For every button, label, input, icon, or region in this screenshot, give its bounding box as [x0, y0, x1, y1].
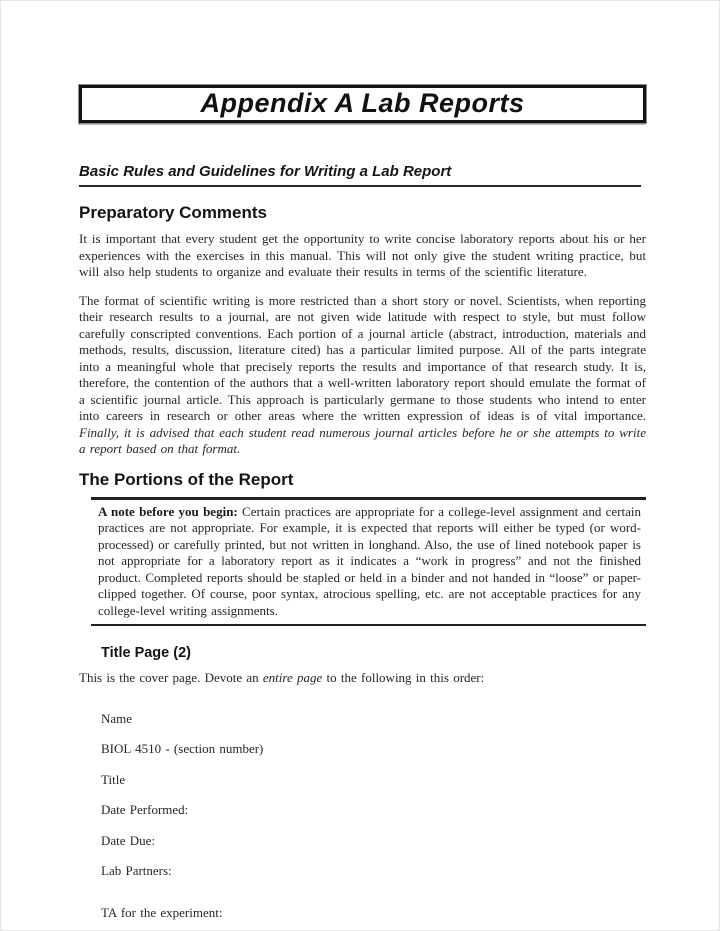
- page-title: Appendix A Lab Reports: [200, 87, 525, 118]
- list-item-date-due: Date Due:: [101, 832, 156, 848]
- intro-italic: entire page: [262, 670, 323, 685]
- heading-basic-rules: Basic Rules and Guidelines for Writing a Lab Report: [79, 163, 641, 187]
- list-item-name: Name: [101, 710, 133, 726]
- note-lead-in: A note before you begin:: [98, 503, 238, 519]
- list-item-title: Title: [101, 771, 126, 787]
- heading-portions-of-report: The Portions of the Report: [79, 469, 294, 489]
- list-item-ta: TA for the experiment:: [101, 904, 223, 920]
- intro-pre: This is the cover page. Devote an: [79, 670, 263, 685]
- heading-preparatory-comments: Preparatory Comments: [79, 203, 268, 222]
- paragraph-2-main: The format of scientific writing is more restricted than a short story or novel. Scientists, when reporting their research results to a journal, are not given wide latitude with respect to style, but must follow carefully conscripted conventions. Each portion of a journal article (abstract, introduction, materials and methods, results, discussion, literature cited) has a particular limited purpose. All of the parts integrate into a meaningful whole that precisely reports the results and importance of that research study. It is, therefore, the contention of the authors that a well-written laboratory report should emulate the format of a scientific journal article. This approach is particularly germane to those students who intend to enter into careers in research or other areas where the written expression of ideas is of vital importance.: [79, 292, 646, 423]
- heading-title-page: Title Page (2): [101, 645, 191, 661]
- paragraph-2-italic-note: Finally, it is advised that each student read numerous journal articles before he or she attempts to write a report based on that format.: [79, 424, 646, 456]
- paragraph-preparatory-1: It is important that every student get the opportunity to write concise laboratory reports about his or her experiences with the exercises in this manual. This will not only give the student writing practice, but will also help students to organize and evaluate their results in terms of the scientific literature.: [79, 231, 646, 279]
- note-box: [91, 497, 646, 627]
- list-item-course: BIOL 4510 - (section number): [101, 741, 264, 756]
- intro-post: to the following in this order:: [322, 670, 485, 685]
- title-page-intro: [79, 670, 646, 687]
- note-body-text: Certain practices are appropriate for a college-level assignment and certain practices are not appropriate. For example, it is expected that reports will either be typed (or word-processed) or carefully printed, but not written in longhand. Also, the use of lined notebook paper is not appropriate for a laboratory report as it indicates a “work in progress” and not the finished product. Completed reports should be stapled or held in a binder and not handed in “loose” or paper-clipped together. Of course, poor syntax, atrocious spelling, etc. are not acceptable practices for any college-level writing assignments.: [98, 503, 641, 618]
- note-text: [98, 504, 641, 620]
- list-item-date-performed: Date Performed:: [101, 802, 189, 817]
- list-item-lab-partners: Lab Partners:: [101, 863, 172, 878]
- page-content: [79, 1, 646, 921]
- title-banner: [79, 85, 646, 123]
- paragraph-preparatory-2: [79, 293, 646, 458]
